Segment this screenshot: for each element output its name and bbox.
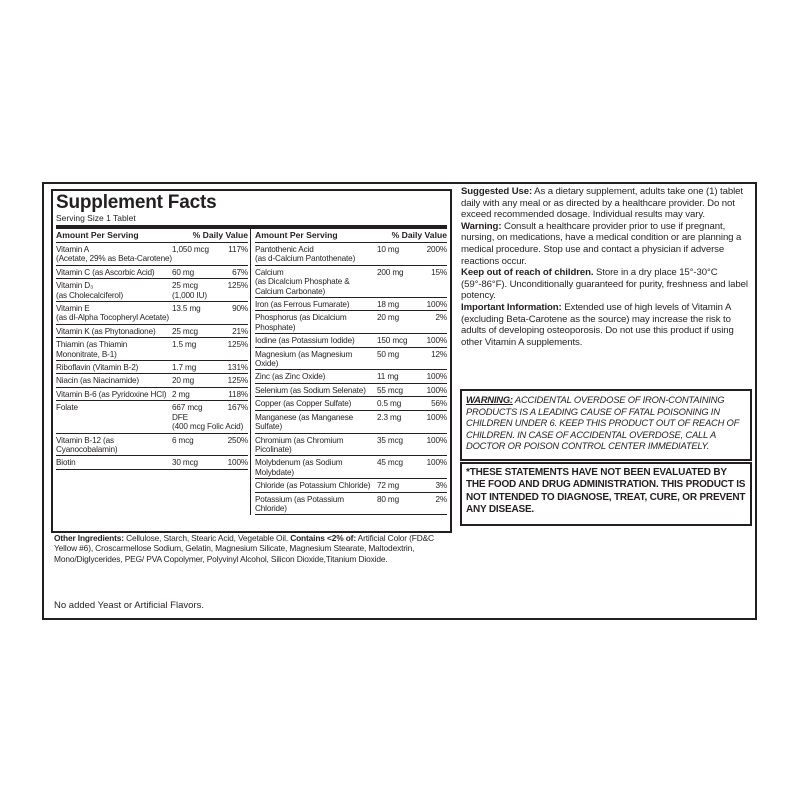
nutrient-amount-text: 10 mg [377, 245, 400, 254]
nutrient-row [56, 338, 248, 361]
nutrient-amount [377, 386, 419, 395]
nutrient-name [255, 300, 377, 309]
amount-header: Amount Per Serving [255, 230, 338, 240]
warning-text: Consult a healthcare provider prior to use if pregnant, nursing, on medications, have a medical condition or are planning a medical procedure. Stop use and contact a physician if adverse reactions occur. [461, 220, 742, 267]
serving-size: Serving Size 1 Tablet [56, 213, 447, 229]
nutrient-daily-value: 100% [426, 372, 447, 382]
nutrient-name-text: Vitamin B-12 (as Cyanocobalamin) [56, 435, 118, 454]
nutrient-row [56, 279, 248, 302]
nutrient-name-text: Pantothenic Acid [255, 245, 314, 254]
nutrient-name [255, 436, 377, 455]
nutrient-row [56, 434, 248, 457]
nutrient-row [255, 266, 447, 298]
nutrient-amount [377, 336, 419, 345]
supplement-facts-title: Supplement Facts [56, 192, 217, 213]
nutrient-source: (as dl-Alpha Tocopheryl Acetate) [56, 313, 169, 323]
nutrient-daily-value: 2% [435, 313, 447, 323]
nutrient-name [255, 313, 377, 332]
nutrient-row [56, 243, 248, 266]
nutrient-amount-secondary: (1,000 IU) [172, 290, 207, 300]
nutrient-daily-value: 167% [227, 403, 248, 413]
important-label: Important Information: [461, 301, 562, 313]
nutrient-amount-text: 45 mcg [377, 458, 403, 468]
daily-value-header: % Daily Value [391, 230, 447, 240]
nutrient-name-text: Calcium [255, 267, 284, 277]
nutrient-name [255, 372, 377, 381]
nutrient-name [255, 245, 377, 264]
nutrient-amount-text: 667 mcg DFE [172, 403, 203, 422]
nutrient-daily-value: 21% [232, 326, 248, 336]
nutrient-amount-text: 11 mg [377, 372, 399, 382]
other-ingredients [54, 533, 454, 564]
nutrient-amount-text: 150 mcg [377, 336, 408, 346]
nutrient-amount [377, 481, 419, 490]
keep-out-label: Keep out of reach of children. [461, 267, 594, 279]
nutrient-source: (as Dicalcium Phosphate & Calcium Carbonate) [255, 277, 350, 296]
fda-statement-box: *THESE STATEMENTS HAVE NOT BEEN EVALUATED BY THE FOOD AND DRUG ADMINISTRATION. THIS PRODUCT IS NOT INTENDED TO DIAGNOSE, TREAT, CURE, OR PREVENT ANY DISEASE. [460, 462, 752, 526]
nutrient-name [255, 336, 377, 345]
nutrient-daily-value: 100% [426, 385, 447, 395]
nutrient-name-text: Vitamin C (as Ascorbic Acid) [56, 267, 155, 277]
nutrient-row [255, 243, 447, 266]
nutrient-daily-value: 67% [232, 267, 248, 277]
nutrient-name [56, 376, 172, 385]
nutrient-amount-text: 80 mg [377, 494, 400, 504]
nutrient-amount [377, 313, 419, 332]
nutrient-name [255, 495, 377, 514]
nutrient-name-text: Riboflavin (Vitamin B-2) [56, 363, 139, 373]
nutrient-name-text: Vitamin D₃ [56, 281, 94, 291]
nutrient-row [56, 374, 248, 387]
ingredients-label: Other Ingredients: [54, 533, 124, 543]
nutrient-row [255, 434, 447, 457]
nutrient-daily-value: 200% [426, 245, 447, 254]
nutrient-amount [377, 495, 419, 514]
nutrient-name [255, 399, 377, 408]
nutrient-source: (as Cholecalciferol) [56, 290, 124, 300]
nutrient-daily-value: 100% [426, 458, 447, 468]
important-paragraph [461, 302, 753, 348]
nutrient-daily-value: 125% [227, 340, 248, 350]
nutrient-amount-text: 2.3 mg [377, 412, 402, 422]
nutrient-row [255, 348, 447, 371]
nutrient-row [56, 456, 248, 469]
nutrient-amount-text: 25 mcg [172, 326, 198, 336]
keep-out-paragraph [461, 267, 753, 302]
nutrient-amount-text: 1.5 mg [172, 340, 197, 350]
nutrient-amount-text: 18 mg [377, 300, 400, 310]
nutrient-name [56, 304, 172, 323]
nutrient-row [255, 334, 447, 347]
nutrient-daily-value: 2% [435, 494, 447, 504]
warning-label: Warning: [461, 220, 502, 232]
nutrient-row [255, 411, 447, 434]
nutrient-name-text: Iodine (as Potassium Iodide) [255, 336, 355, 346]
nutrient-amount [172, 340, 220, 359]
nutrient-name-text: Vitamin E [56, 304, 90, 314]
important-text: Extended use of high levels of Vitamin A (excluding Beta-Carotene as the source) may increase the risk to adults of developing osteoporosis. Do not use this product if using other Vitamin A supplements. [461, 301, 734, 348]
nutrient-name [255, 413, 377, 432]
nutrient-row [255, 397, 447, 410]
nutrient-amount-text: 0.5 mg [377, 399, 402, 409]
nutrient-name-text: Magnesium (as Magnesium Oxide) [255, 349, 353, 369]
iron-warning-text: ACCIDENTAL OVERDOSE OF IRON-CONTAINING PRODUCTS IS A LEADING CAUSE OF FATAL POISONING IN CHILDREN UNDER 6. KEEP THIS PRODUCT OUT OF REACH OF CHILDREN. IN CASE OF ACCIDENTAL OVERDOSE, CALL A DOCTOR OR POISON CONTROL CENTER IMMEDIATELY. [466, 394, 739, 451]
nutrient-name-text: Manganese (as Manganese Sulfate) [255, 412, 354, 432]
nutrient-amount-text: 13.5 mg [172, 304, 201, 314]
nutrient-daily-value: 100% [227, 458, 248, 468]
nutrient-name [56, 436, 172, 455]
nutrient-amount-text: 2 mg [172, 389, 190, 399]
nutrient-daily-value: 56% [431, 399, 447, 409]
nutrient-name [255, 458, 377, 477]
nutrient-amount [377, 372, 419, 381]
nutrient-amount-text: 35 mcg [377, 435, 403, 445]
daily-value-header: % Daily Value [192, 230, 248, 240]
nutrient-name [255, 350, 377, 369]
nutrient-daily-value: 15% [431, 267, 447, 277]
nutrient-source: (as d-Calcium Pantothenate) [255, 254, 356, 264]
suggested-use [461, 186, 753, 221]
nutrient-amount [377, 436, 419, 455]
no-added-statement: No added Yeast or Artificial Flavors. [54, 600, 204, 611]
nutrient-amount [377, 268, 419, 296]
nutrient-columns [56, 229, 447, 515]
suggested-use-text: As a dietary supplement, adults take one (1) tablet daily with any meal or as directed by a healthcare provider. Do not exceed recommended dosage. Individual results may vary. [461, 186, 743, 221]
nutrient-name-text: Niacin (as Niacinamide) [56, 376, 140, 386]
nutrient-name-text: Copper (as Copper Sulfate) [255, 399, 352, 409]
nutrient-name [56, 327, 172, 336]
nutrient-row [56, 401, 248, 433]
nutrient-amount [172, 304, 220, 323]
nutrient-amount [377, 300, 419, 309]
nutrient-daily-value: 118% [228, 389, 248, 399]
nutrient-daily-value: 12% [431, 349, 447, 359]
nutrient-amount [172, 268, 220, 277]
ingredients-text: Cellulose, Starch, Stearic Acid, Vegetable Oil. [123, 533, 291, 543]
nutrient-amount-text: 20 mg [172, 376, 195, 386]
amount-header: Amount Per Serving [56, 230, 139, 240]
directions-text [461, 186, 753, 348]
nutrient-daily-value: 3% [435, 481, 447, 491]
nutrient-daily-value: 100% [426, 336, 447, 346]
nutrient-daily-value: 90% [232, 304, 248, 314]
nutrient-amount-text: 72 mg [377, 481, 400, 491]
nutrient-daily-value: 125% [227, 281, 248, 291]
nutrient-name-text: Selenium (as Sodium Selenate) [255, 385, 366, 395]
nutrient-name-text: Folate [56, 403, 78, 413]
nutrient-row [56, 266, 248, 279]
nutrient-name [255, 268, 377, 296]
column-header [56, 229, 248, 243]
nutrient-name-text: Phosphorus (as Dicalcium Phosphate) [255, 313, 347, 332]
nutrient-name-text: Potassium (as Potassium Chloride) [255, 494, 344, 513]
nutrient-name [56, 363, 172, 372]
nutrient-name-text: Zinc (as Zinc Oxide) [255, 372, 326, 382]
nutrient-name [56, 245, 172, 264]
iron-warning-label: WARNING: [466, 394, 513, 405]
nutrient-daily-value: 125% [227, 376, 248, 386]
nutrient-name [56, 390, 172, 399]
nutrient-amount-text: 25 mcg [172, 281, 198, 291]
nutrient-name-text: Biotin [56, 458, 76, 468]
nutrient-daily-value: 100% [426, 412, 447, 422]
nutrient-name-text: Vitamin K (as Phytonadione) [56, 326, 156, 336]
nutrient-amount-text: 55 mcg [377, 385, 403, 395]
contains-label: Contains <2% of: [290, 533, 356, 543]
nutrient-daily-value: 100% [426, 435, 447, 445]
nutrient-amount [377, 350, 419, 369]
nutrient-amount-text: 1,050 mcg [172, 245, 209, 254]
nutrient-name-text: Vitamin B-6 (as Pyridoxine HCl) [56, 389, 167, 399]
nutrient-source: (Acetate, 29% as Beta-Carotene) [56, 254, 172, 264]
nutrient-amount [172, 436, 220, 455]
nutrient-name [56, 268, 172, 277]
nutrient-amount [377, 245, 419, 264]
nutrient-name [56, 340, 172, 359]
nutrient-row [56, 325, 248, 338]
nutrient-name-text: Iron (as Ferrous Fumarate) [255, 300, 350, 310]
nutrient-row [255, 479, 447, 492]
nutrient-amount [377, 458, 419, 477]
nutrient-daily-value: 117% [228, 245, 248, 254]
nutrient-amount-secondary: (400 mcg Folic Acid) [172, 422, 244, 432]
nutrient-amount [377, 399, 419, 408]
nutrient-row [56, 361, 248, 374]
nutrient-name-text: Thiamin (as Thiamin Mononitrate, B-1) [56, 340, 128, 359]
nutrient-amount-text: 200 mg [377, 267, 404, 277]
nutrient-amount [377, 413, 419, 432]
nutrient-row [56, 388, 248, 401]
nutrient-column-left [56, 229, 251, 515]
warning-paragraph [461, 221, 753, 267]
nutrient-name [255, 481, 377, 490]
nutrient-amount-text: 20 mg [377, 313, 400, 323]
nutrient-amount-text: 30 mcg [172, 458, 198, 468]
nutrient-row [255, 384, 447, 397]
nutrient-amount-text: 6 mcg [172, 435, 194, 445]
nutrient-amount [172, 376, 220, 385]
nutrient-row [255, 311, 447, 334]
nutrient-amount-text: 60 mg [172, 267, 195, 277]
nutrient-row [255, 370, 447, 383]
nutrient-daily-value: 250% [227, 435, 248, 445]
nutrient-name-text: Molybdenum (as Sodium Molybdate) [255, 458, 343, 477]
suggested-use-label: Suggested Use: [461, 186, 533, 197]
nutrient-row [255, 493, 447, 516]
nutrient-row [56, 302, 248, 325]
nutrient-name [255, 386, 377, 395]
nutrient-name [56, 458, 172, 467]
nutrient-amount [172, 281, 220, 300]
nutrient-amount-text: 1.7 mg [172, 363, 197, 373]
contains-text: Artificial Color (FD&C Yellow #6), Croscarmellose Sodium, Gelatin, Magnesium Silicate, Magnesium Stearate, Maltodextrin, Mono/Diglycerides, PEG/ PVA Copolymer, Polyvinyl Alcohol, Silicon Dioxide,Titanium Dioxide. [54, 533, 434, 564]
nutrient-daily-value: 100% [426, 300, 447, 310]
nutrient-row [255, 298, 447, 311]
nutrient-name [56, 403, 172, 431]
nutrient-daily-value: 131% [227, 363, 248, 373]
nutrient-amount [172, 327, 220, 336]
nutrient-name [56, 281, 172, 300]
nutrient-column-right [251, 229, 447, 515]
nutrient-amount [172, 458, 220, 467]
nutrient-amount [172, 245, 220, 264]
nutrient-amount [172, 363, 220, 372]
nutrient-name-text: Chloride (as Potassium Chloride) [255, 481, 371, 491]
nutrient-amount [172, 390, 220, 399]
nutrient-name-text: Chromium (as Chromium Picolinate) [255, 435, 344, 454]
nutrient-amount-text: 50 mg [377, 349, 400, 359]
nutrient-name-text: Vitamin A [56, 245, 90, 254]
supplement-facts-box [51, 189, 452, 533]
keep-out-text: Store in a dry place 15°-30°C (59°-86°F). Unconditionally guaranteed for purity, freshness and label potency. [461, 267, 748, 302]
iron-warning-box [460, 389, 752, 461]
column-header [255, 229, 447, 243]
nutrient-row [255, 456, 447, 479]
